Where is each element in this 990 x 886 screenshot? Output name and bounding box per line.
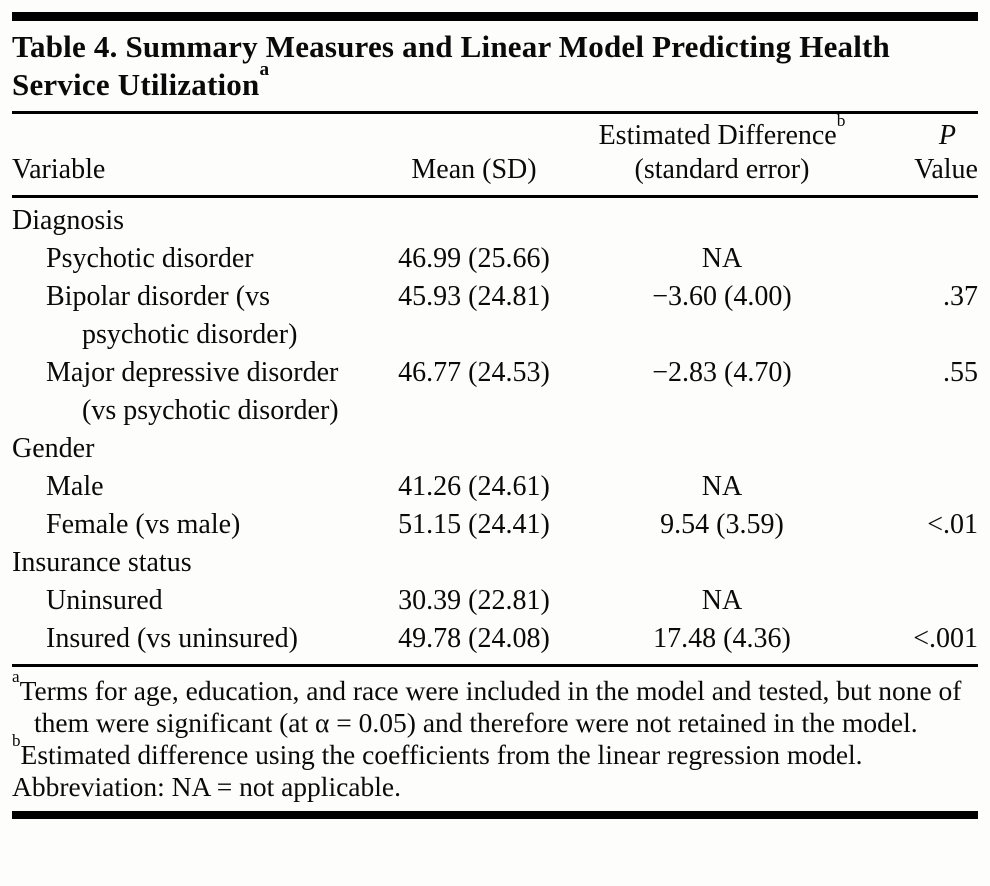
row-label: Gender	[12, 433, 95, 464]
row-diff: −3.60 (4.00)	[652, 281, 792, 312]
col-header-value: Value	[914, 154, 978, 185]
table-row-bipolar-disorder	[12, 278, 978, 354]
row-p	[860, 240, 978, 278]
row-label-line1: Insured (vs uninsured)	[46, 623, 298, 654]
row-label: Insurance status	[12, 547, 192, 578]
row-p	[860, 202, 978, 240]
row-p	[860, 582, 978, 620]
row-p	[860, 544, 978, 582]
table-row-major-depressive-disorder	[12, 354, 978, 430]
row-label	[12, 620, 364, 658]
col-header-variable: Variable	[12, 154, 106, 185]
row-label-line2: psychotic disorder)	[82, 319, 298, 350]
row-diff: 9.54 (3.59)	[660, 509, 784, 540]
table-row-section-insurance-status	[12, 544, 978, 582]
footnote-abbreviation-text: Abbreviation: NA = not applicable.	[12, 771, 401, 802]
row-mean: 30.39 (22.81)	[398, 585, 550, 616]
table-title	[12, 28, 978, 104]
table-title-superscript: a	[259, 59, 270, 81]
footnote-a-text: Terms for age, education, and race were included in the model and tested, but none of them were significant (at α = 0.05) and therefore were not retained in the model.	[19, 675, 962, 738]
row-label	[12, 582, 364, 620]
row-mean: 46.99 (25.66)	[398, 243, 550, 274]
row-diff: NA	[701, 471, 743, 502]
row-mean	[364, 544, 584, 582]
row-diff	[584, 202, 860, 240]
row-mean: 51.15 (24.41)	[398, 509, 550, 540]
row-diff	[584, 430, 860, 468]
table-row-section-diagnosis	[12, 202, 978, 240]
row-mean: 46.77 (24.53)	[398, 357, 550, 388]
row-label-line1: Male	[46, 471, 104, 502]
row-label-line1: Major depressive disorder	[46, 357, 339, 388]
row-p	[860, 468, 978, 506]
table-footnotes	[12, 667, 978, 811]
footnote-b-text: Estimated difference using the coefficients from the linear regression model.	[20, 739, 863, 770]
col-header-estimated-difference-line1	[584, 110, 860, 153]
table-row-section-gender	[12, 430, 978, 468]
table-row-female	[12, 506, 978, 544]
col-header-estimated-difference	[584, 110, 860, 187]
row-mean	[364, 430, 584, 468]
row-label-line1: Bipolar disorder (vs	[46, 281, 270, 312]
row-diff: 17.48 (4.36)	[653, 623, 791, 654]
row-label: Diagnosis	[12, 205, 124, 236]
table-row-insured	[12, 620, 978, 658]
row-mean	[364, 202, 584, 240]
row-label-line1: Female (vs male)	[46, 509, 241, 540]
row-label	[12, 354, 364, 430]
table-row-male	[12, 468, 978, 506]
row-label	[12, 240, 364, 278]
row-label-line1: Uninsured	[46, 585, 163, 616]
row-mean: 49.78 (24.08)	[398, 623, 550, 654]
row-diff: NA	[701, 585, 743, 616]
row-label	[12, 506, 364, 544]
row-label-line1: Psychotic disorder	[46, 243, 254, 274]
table-row-psychotic-disorder	[12, 240, 978, 278]
row-mean: 41.26 (24.61)	[398, 471, 550, 502]
footnote-a-marker: a	[12, 667, 20, 687]
row-diff	[584, 544, 860, 582]
top-rule	[12, 12, 978, 21]
bottom-rule	[12, 811, 978, 819]
col-header-standard-error: (standard error)	[634, 154, 810, 185]
table-row-uninsured	[12, 582, 978, 620]
row-label	[12, 468, 364, 506]
col-header-p-value	[860, 119, 978, 187]
footnote-b	[12, 731, 978, 771]
row-p	[860, 430, 978, 468]
row-mean: 45.93 (24.81)	[398, 281, 550, 312]
table-header-row	[12, 110, 978, 195]
footnote-b-marker: b	[12, 731, 21, 751]
footnote-a	[12, 667, 978, 739]
row-diff: −2.83 (4.70)	[652, 357, 792, 388]
table-title-text: Table 4. Summary Measures and Linear Model Predicting Health Service Utilization	[12, 29, 891, 102]
col-header-estimated-difference-superscript: b	[836, 110, 846, 130]
table-body	[12, 198, 978, 664]
col-header-estimated-difference-text: Estimated Difference	[598, 120, 837, 151]
row-p: .55	[943, 357, 978, 388]
footnote-abbreviation	[12, 771, 978, 803]
row-p: <.01	[927, 509, 978, 540]
row-p: <.001	[913, 623, 978, 654]
row-diff: NA	[701, 243, 743, 274]
col-header-mean-sd: Mean (SD)	[411, 154, 537, 185]
row-p: .37	[943, 281, 978, 312]
row-label	[12, 278, 364, 354]
row-label-line2: (vs psychotic disorder)	[82, 395, 339, 426]
col-header-p: P	[938, 120, 956, 151]
